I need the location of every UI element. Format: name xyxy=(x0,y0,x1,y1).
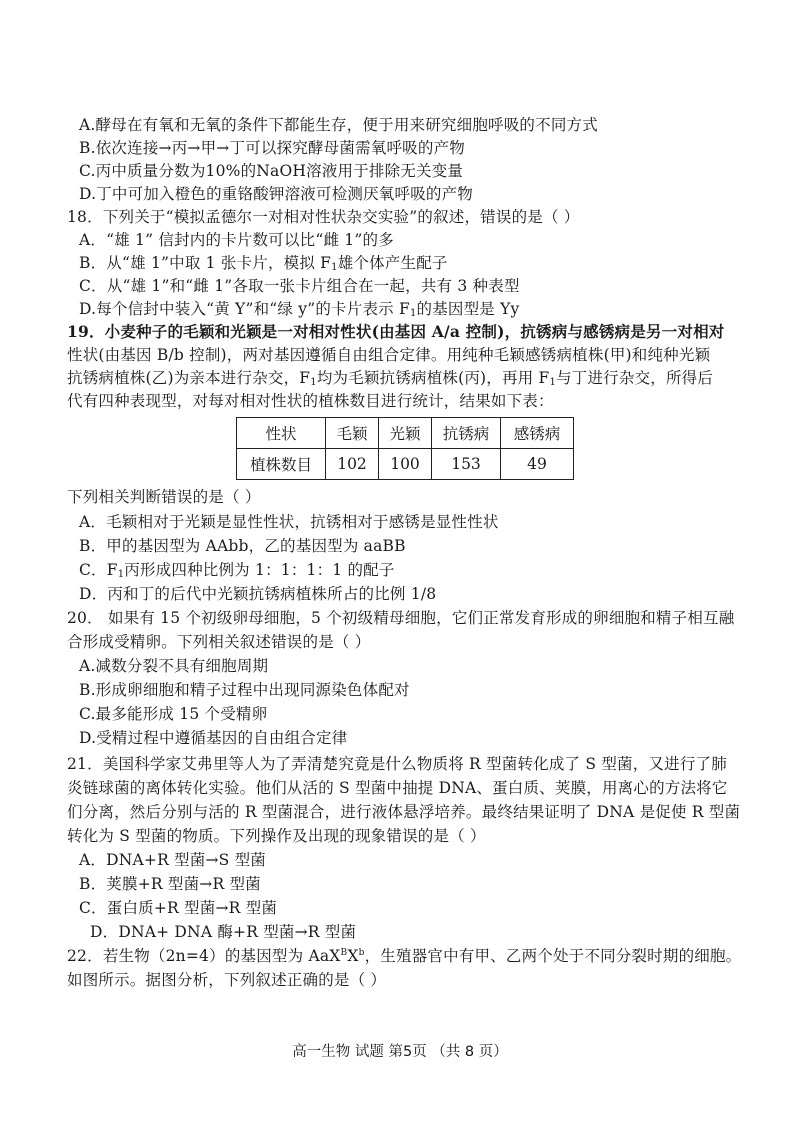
q19-stem-line4: 代有四种表现型，对每对相对性状的植株数目进行统计，结果如下表： xyxy=(67,392,554,410)
q19-option-d: D．丙和丁的后代中光颖抗锈病植株所占的比例 1/8 xyxy=(79,585,437,603)
q19-stem-line3: 抗锈病植株(乙)为亲本进行杂交，$F_1$均为毛颖抗锈病植株(丙)，再用 $F_1$与丁进行杂交，所得后 xyxy=(67,369,714,388)
q21-option-c: C．蛋白质+R 型菌→R 型菌 xyxy=(79,899,278,917)
table-row xyxy=(237,449,574,480)
q17-option-b: B.依次连接→丙→甲→丁可以探究酵母菌需氧呼吸的产物 xyxy=(79,139,465,157)
q21-stem-line2: 炎链球菌的离体转化实验。他们从活的 S 型菌中抽提 DNA、蛋白质、荚膜，用离心的方法将它 xyxy=(67,779,728,797)
q21-option-d: D．DNA+ DNA 酶+R 型菌→R 型菌 xyxy=(90,923,357,941)
table-cell: 153 xyxy=(432,449,501,480)
q18-option-a: A．“雄 1” 信封内的卡片数可以比“雌 1”的多 xyxy=(79,231,394,249)
q20-option-b: B.形成卵细胞和精子过程中出现同源染色体配对 xyxy=(79,681,410,699)
table-header-row xyxy=(237,418,574,449)
q19-stem-line1: 19．小麦种子的毛颖和光颖是一对相对性状(由基因 A/a 控制)，抗锈病与感锈病是另一对相对 xyxy=(67,322,725,341)
q21-option-a: A．DNA+R 型菌→S 型菌 xyxy=(79,851,266,869)
table-header-cell: 光颖 xyxy=(379,418,432,449)
q18-stem: 18．下列关于“模拟孟德尔一对相对性状杂交实验”的叙述，错误的是（ ） xyxy=(67,208,580,226)
q19-option-a: A．毛颖相对于光颖是显性性状，抗锈相对于感锈是显性性状 xyxy=(79,513,499,531)
q22-stem-line1: 22．若生物（2n=4）的基因型为 $AaX^BX^b$，生殖器官中有甲、乙两个处于不同分裂时期的细胞。 xyxy=(67,947,742,965)
q22-stem-line2: 如图所示。据图分析，下列叙述正确的是（ ） xyxy=(67,971,387,989)
q17-option-c: C.丙中质量分数为10%的NaOH溶液用于排除无关变量 xyxy=(79,162,464,180)
q20-option-d: D.受精过程中遵循基因的自由组合定律 xyxy=(79,729,348,747)
q18-option-d: D.每个信封中装入“黄 Y”和“绿 y”的卡片表示 $F_1$的基因型是 Yy xyxy=(79,300,520,319)
q21-stem-line1: 21．美国科学家艾弗里等人为了弄清楚究竟是什么物质将 R 型菌转化成了 S 型菌，又进行了肺 xyxy=(67,755,727,773)
q21-stem-line3: 们分离，然后分别与活的 R 型菌混合，进行液体悬浮培养。最终结果证明了 DNA 是促使 R 型菌 xyxy=(67,803,741,821)
q18-option-b: B．从“雄 1”中取 1 张卡片，模拟 $F_1$雄个体产生配子 xyxy=(79,254,448,273)
q21-option-b: B．荚膜+R 型菌→R 型菌 xyxy=(79,875,261,893)
table-header-cell: 抗锈病 xyxy=(432,418,501,449)
q18-option-c: C．从“雄 1”和“雌 1”各取一张卡片组合在一起，共有 3 种表型 xyxy=(79,277,520,295)
q20-stem-line2: 合形成受精卵。下列相关叙述错误的是（ ） xyxy=(67,633,371,651)
table-cell: 植株数目 xyxy=(237,449,326,480)
table-header-cell: 毛颖 xyxy=(326,418,379,449)
q21-stem-line4: 转化为 S 型菌的物质。下列操作及出现的现象错误的是（ ） xyxy=(67,827,486,845)
page-footer: 高一生物 试题 第5页 （共 8 页） xyxy=(292,1044,508,1060)
q20-stem-line1: 20． 如果有 15 个初级卵母细胞，5 个初级精母细胞，它们正常发育形成的卵细胞和精子相互融 xyxy=(67,609,735,627)
q19-data-table xyxy=(236,417,574,480)
table-cell: 100 xyxy=(379,449,432,480)
q19-stem-line2: 性状(由基因 B/b 控制)，两对基因遵循自由组合定律。用纯种毛颖感锈病植株(甲)和纯种光颖 xyxy=(67,346,711,364)
table-header-cell: 性状 xyxy=(237,418,326,449)
q19-question: 下列相关判断错误的是（ ） xyxy=(67,488,261,506)
table-cell: 102 xyxy=(326,449,379,480)
q20-option-c: C.最多能形成 15 个受精卵 xyxy=(79,705,268,723)
q20-option-a: A.减数分裂不具有细胞周期 xyxy=(79,657,269,675)
q19-option-b: B．甲的基因型为 AAbb，乙的基因型为 aaBB xyxy=(79,537,406,555)
table-cell: 49 xyxy=(501,449,574,480)
q19-option-c: C．$F_1$丙形成四种比例为 1：1：1：1 的配子 xyxy=(79,561,395,580)
q17-option-a: A.酵母在有氧和无氧的条件下都能生存，便于用来研究细胞呼吸的不同方式 xyxy=(79,116,598,134)
table-header-cell: 感锈病 xyxy=(501,418,574,449)
q17-option-d: D.丁中可加入橙色的重铬酸钾溶液可检测厌氧呼吸的产物 xyxy=(79,185,474,203)
